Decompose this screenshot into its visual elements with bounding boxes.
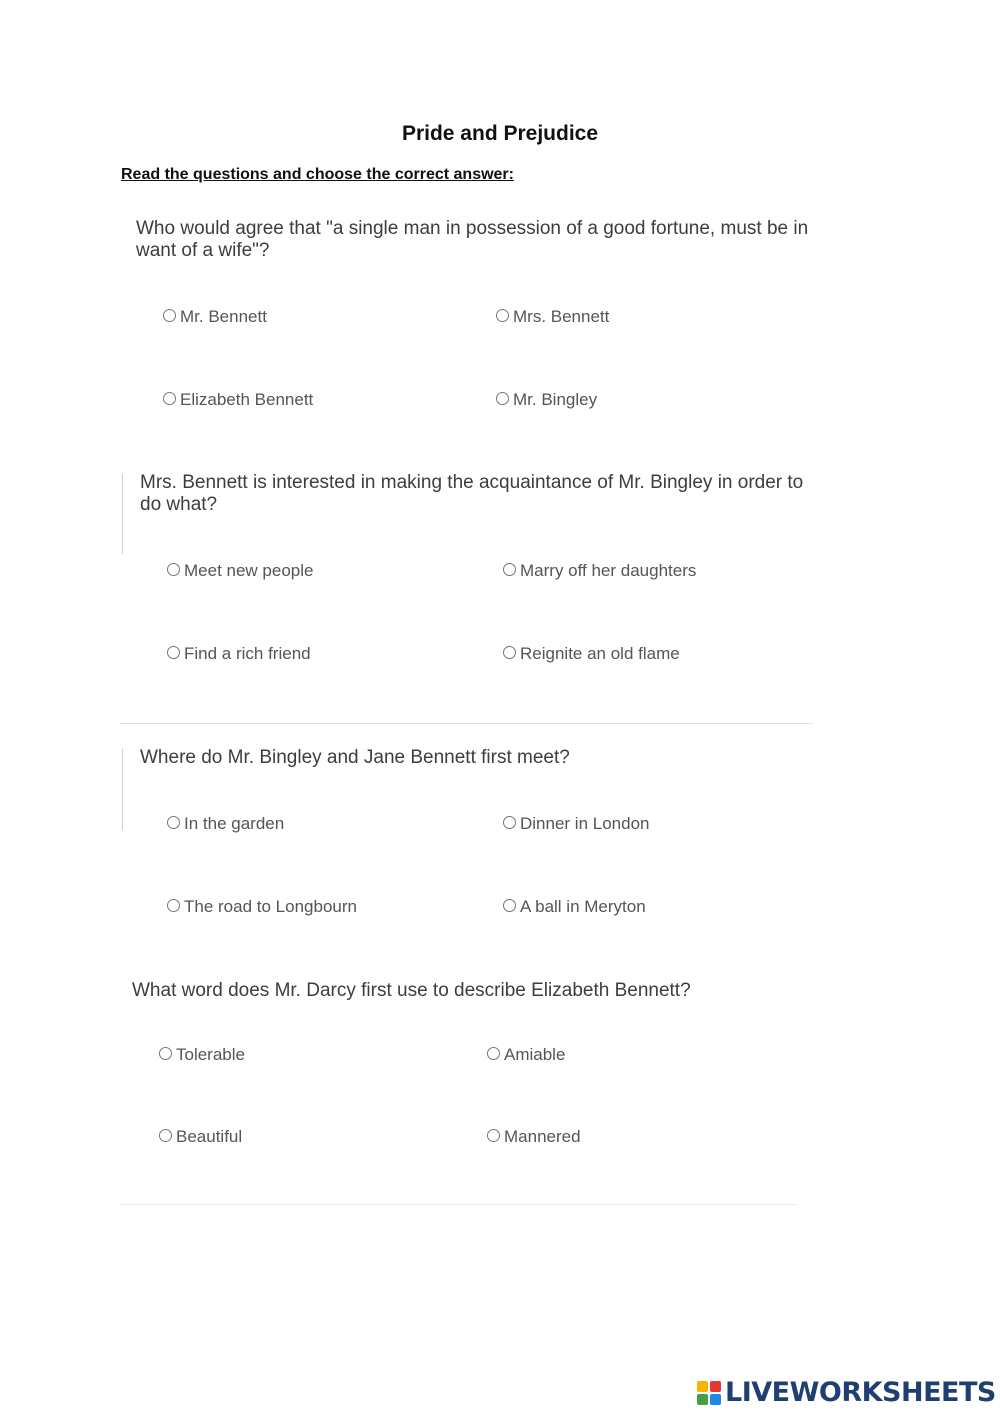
radio-button-icon[interactable] — [496, 309, 509, 322]
radio-button-icon[interactable] — [167, 646, 180, 659]
q3-option-1[interactable]: In the garden — [167, 814, 284, 834]
radio-button-icon[interactable] — [159, 1129, 172, 1142]
question-2: Mrs. Bennett is interested in making the acquaintance of Mr. Bingley in order to do what? — [140, 472, 804, 515]
q1-option-1[interactable]: Mr. Bennett — [163, 307, 267, 327]
q2-option-1[interactable]: Meet new people — [167, 561, 313, 581]
q2-option-2[interactable]: Marry off her daughters — [503, 561, 696, 581]
q3-option-3[interactable]: The road to Longbourn — [167, 897, 357, 917]
logo-square — [697, 1381, 708, 1392]
radio-button-icon[interactable] — [496, 392, 509, 405]
q2-option-4[interactable]: Reignite an old flame — [503, 644, 680, 664]
brand-name: LIVEWORKSHEETS — [725, 1377, 996, 1408]
q3-option-2[interactable]: Dinner in London — [503, 814, 649, 834]
q4-option-1[interactable]: Tolerable — [159, 1045, 245, 1065]
radio-button-icon[interactable] — [487, 1129, 500, 1142]
q4-option-2[interactable]: Amiable — [487, 1045, 565, 1065]
logo-square — [710, 1381, 721, 1392]
q4-option-3[interactable]: Beautiful — [159, 1127, 242, 1147]
radio-button-icon[interactable] — [159, 1047, 172, 1060]
question-1: Who would agree that "a single man in possession of a good fortune, must be in want of a wife"? — [136, 218, 809, 261]
page-title: Pride and Prejudice — [401, 122, 599, 145]
q3-option-4[interactable]: A ball in Meryton — [503, 897, 646, 917]
question-2-accent-bar — [122, 474, 123, 554]
logo-square — [697, 1394, 708, 1405]
radio-button-icon[interactable] — [503, 646, 516, 659]
question-3-accent-bar — [122, 748, 123, 830]
radio-button-icon[interactable] — [163, 309, 176, 322]
radio-button-icon[interactable] — [167, 563, 180, 576]
instructions: Read the questions and choose the correct answer: — [121, 166, 514, 183]
radio-button-icon[interactable] — [487, 1047, 500, 1060]
radio-button-icon[interactable] — [503, 899, 516, 912]
radio-button-icon[interactable] — [503, 563, 516, 576]
divider — [120, 1204, 798, 1205]
logo-square — [710, 1394, 721, 1405]
divider — [120, 723, 813, 724]
radio-button-icon[interactable] — [167, 816, 180, 829]
liveworksheets-logo-icon — [697, 1381, 721, 1405]
question-3: Where do Mr. Bingley and Jane Bennett first meet? — [140, 747, 570, 768]
q4-option-4[interactable]: Mannered — [487, 1127, 581, 1147]
radio-button-icon[interactable] — [163, 392, 176, 405]
q1-option-2[interactable]: Mrs. Bennett — [496, 307, 609, 327]
liveworksheets-logo — [697, 1377, 996, 1408]
q1-option-3[interactable]: Elizabeth Bennett — [163, 390, 313, 410]
radio-button-icon[interactable] — [167, 899, 180, 912]
question-4: What word does Mr. Darcy first use to describe Elizabeth Bennett? — [132, 980, 691, 1001]
radio-button-icon[interactable] — [503, 816, 516, 829]
q2-option-3[interactable]: Find a rich friend — [167, 644, 311, 664]
q1-option-4[interactable]: Mr. Bingley — [496, 390, 597, 410]
